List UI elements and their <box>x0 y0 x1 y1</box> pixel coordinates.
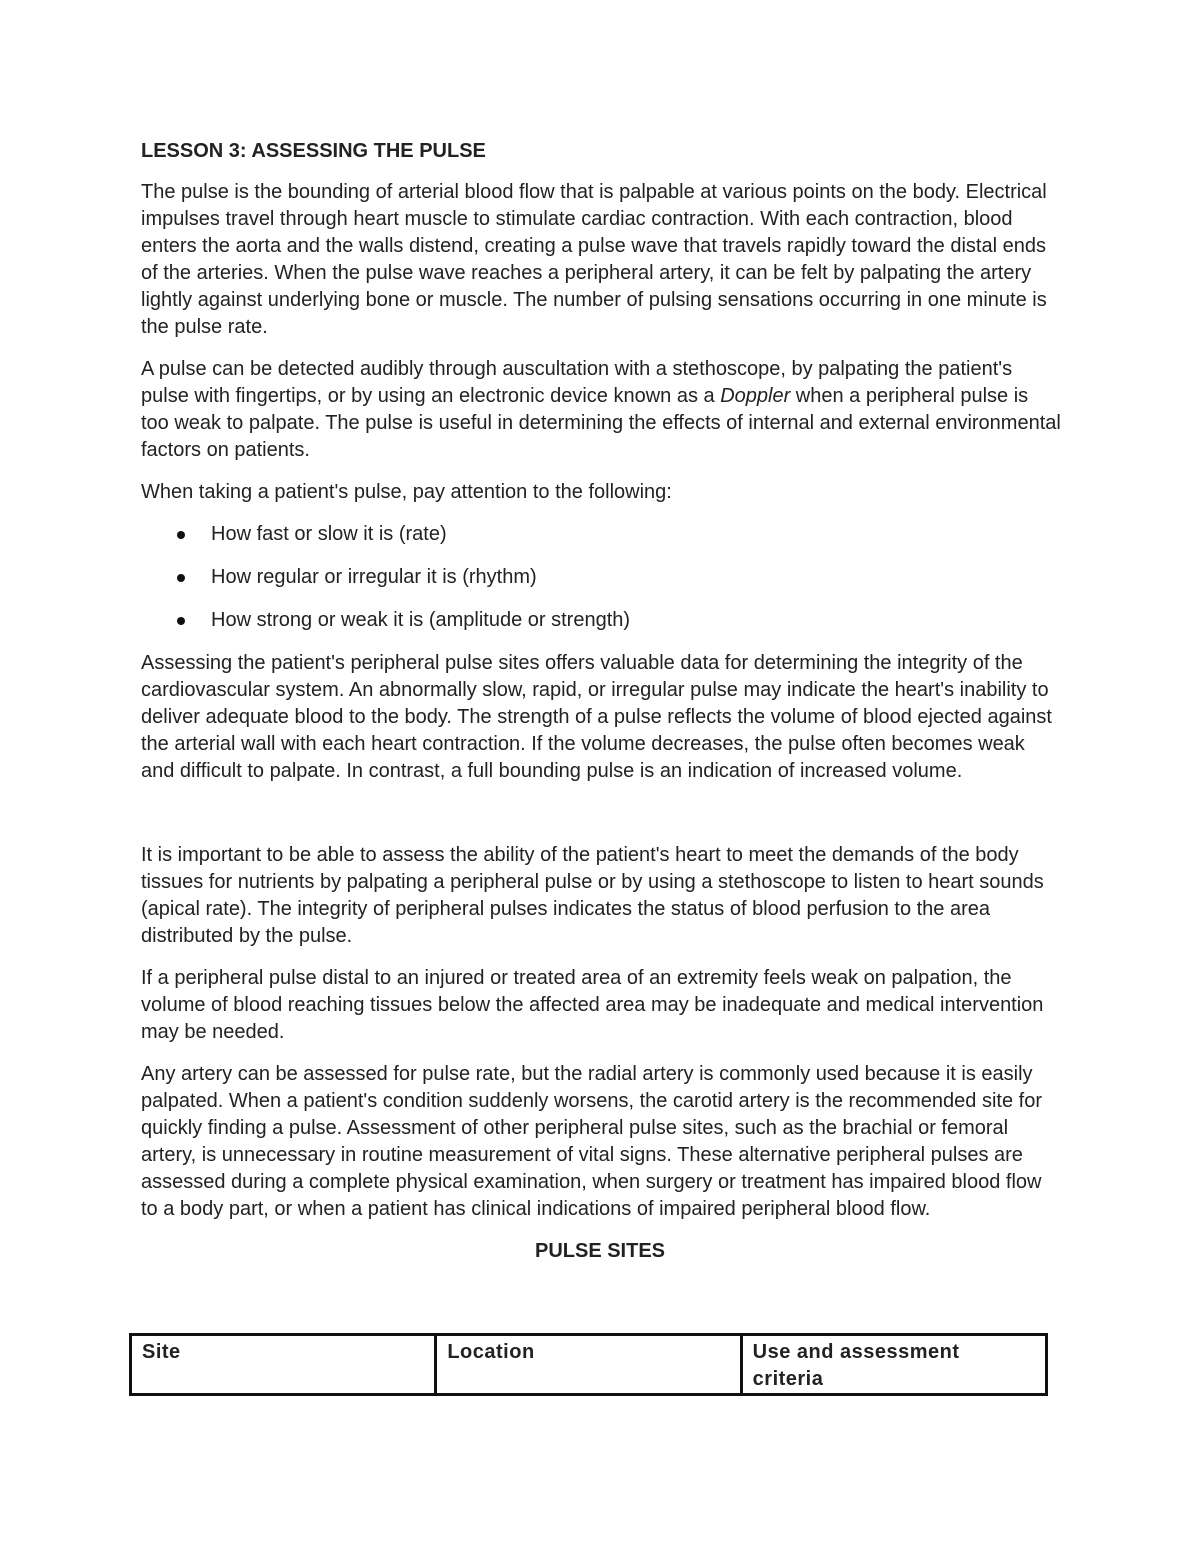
doppler-term: Doppler <box>720 385 791 407</box>
paragraph-pulse-definition: The pulse is the bounding of arterial blood flow that is palpable at various points on the body. Electrical impulses travel through heart muscle to stimulate cardiac contraction. With each contraction, blood enters the aorta and the walls distend, creating a pulse wave that travels rapidly toward the distal ends of the arteries. When the pulse wave reaches a peripheral artery, it can be felt by palpating the artery lightly against underlying bone or muscle. The number of pulsing sensations occurring in one minute is the pulse rate. <box>141 181 1047 338</box>
attention-list <box>141 521 1061 634</box>
list-item <box>141 564 1061 591</box>
table-title: PULSE SITES <box>534 1240 666 1262</box>
list-item <box>141 521 1061 548</box>
bullet-icon <box>177 574 185 582</box>
document-body <box>141 138 1061 1278</box>
list-item <box>141 607 1061 634</box>
bullet-icon <box>177 531 185 539</box>
list-item-text: How regular or irregular it is (rhythm) <box>211 566 537 588</box>
list-item-text: How strong or weak it is (amplitude or strength) <box>211 609 631 631</box>
blank-gap <box>141 800 1061 842</box>
paragraph-heart-demand: It is important to be able to assess the ability of the patient's heart to meet the demands of the body tissues for nutrients by palpating a peripheral pulse or by using a stethoscope to listen to heart sounds (apical rate). The integrity of peripheral pulses indicates the status of blood perfusion to the area distributed by the pulse. <box>141 844 1044 947</box>
header-location: Location <box>436 1335 741 1395</box>
paragraph-peripheral-sites: Assessing the patient's peripheral pulse sites offers valuable data for determining the integrity of the cardiovascular system. An abnormally slow, rapid, or irregular pulse may indicate the heart's inability to deliver adequate blood to the body. The strength of a pulse reflects the volume of blood ejected against the arterial wall with each heart contraction. If the volume decreases, the pulse often becomes weak and difficult to palpate. In contrast, a full bounding pulse is an indication of increased volume. <box>141 652 1052 782</box>
header-use-criteria: Use and assessment criteria <box>741 1335 1046 1395</box>
list-item-text: How fast or slow it is (rate) <box>211 523 447 545</box>
pulse-sites-table <box>129 1333 1048 1396</box>
header-site: Site <box>131 1335 436 1395</box>
paragraph-pulse-detection <box>141 356 1061 464</box>
bullet-icon <box>177 617 185 625</box>
paragraph-pulse-detection-start: A pulse can be detected audibly through auscultation with a stethoscope, by palpating the patient's pulse with fingertips, or by using an electronic device known as a <box>141 358 1013 407</box>
lesson-title: LESSON 3: ASSESSING THE PULSE <box>141 140 486 162</box>
paragraph-pulse-detection-end: when a peripheral pulse is too weak to palpate. The pulse is useful in determining the effects of internal and external environmental factors on patients. <box>141 385 1061 461</box>
table-header-row <box>131 1335 1047 1395</box>
paragraph-distal-pulse: If a peripheral pulse distal to an injured or treated area of an extremity feels weak on palpation, the volume of blood reaching tissues below the affected area may be inadequate and medical intervention may be needed. <box>141 967 1044 1043</box>
paragraph-artery-assessment: Any artery can be assessed for pulse rate, but the radial artery is commonly used because it is easily palpated. When a patient's condition suddenly worsens, the carotid artery is the recommended site for quickly finding a pulse. Assessment of other peripheral pulse sites, such as the brachial or femoral artery, is unnecessary in routine measurement of vital signs. These alternative peripheral pulses are assessed during a complete physical examination, when surgery or treatment has impaired blood flow to a body part, or when a patient has clinical indications of impaired peripheral blood flow. <box>141 1063 1042 1220</box>
paragraph-attention-intro: When taking a patient's pulse, pay attention to the following: <box>141 481 672 503</box>
